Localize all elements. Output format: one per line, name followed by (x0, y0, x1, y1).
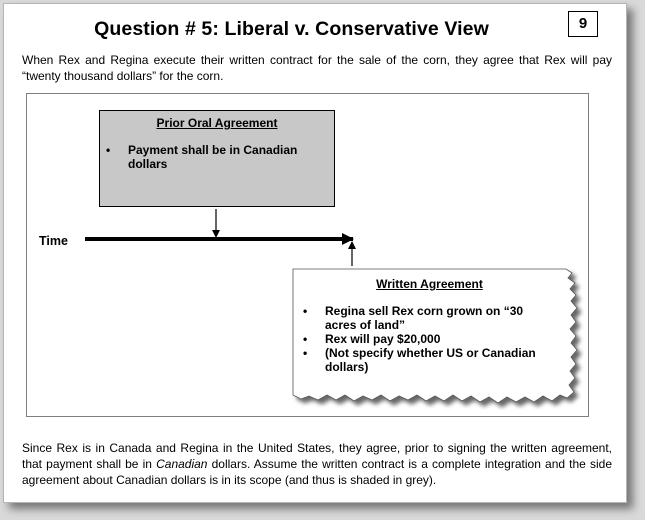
written-agreement-content (292, 268, 567, 374)
slide-title: Question # 5: Liberal v. Conservative View (94, 18, 489, 40)
timeline-arrows (4, 4, 629, 504)
bullet-icon: • (303, 346, 308, 360)
written-agreement-bullets (292, 304, 567, 374)
bullet-icon: • (303, 304, 308, 318)
bullet-text: Payment shall be in Canadian dollars (128, 143, 298, 171)
bullet-text: Regina sell Rex corn grown on “30 acres of land” (325, 304, 524, 332)
page-number: 9 (568, 11, 598, 37)
written-agreement-box (292, 268, 584, 410)
written-agreement-heading: Written Agreement (376, 277, 483, 291)
bullet-text: Rex will pay $20,000 (325, 332, 441, 346)
bullet-text: (Not specify whether US or Canadian dollars) (325, 346, 536, 374)
list-item (303, 332, 545, 346)
outro-paragraph (22, 440, 612, 488)
outro-text-part1: Since Rex is in Canada and Regina in the United States, they agree, prior to signing the written agreement, that payment shall be in (22, 441, 612, 471)
time-label: Time (39, 234, 68, 248)
slide (3, 3, 627, 503)
bullet-icon: • (303, 332, 308, 346)
outro-text-part2: dollars. Assume the written contract is a complete integration and the side agreement about Canadian dollars is in its scope (and thus is shaded in grey). (22, 457, 613, 487)
intro-paragraph: When Rex and Regina execute their written contract for the sale of the corn, they agree that Rex will pay “twenty thousand dollars” for the corn. (22, 53, 612, 83)
outro-emphasis: Canadian (156, 457, 208, 471)
bullet-icon: • (106, 143, 111, 157)
list-item (303, 304, 545, 332)
prior-oral-agreement-heading: Prior Oral Agreement (156, 116, 278, 130)
list-item (303, 346, 545, 374)
